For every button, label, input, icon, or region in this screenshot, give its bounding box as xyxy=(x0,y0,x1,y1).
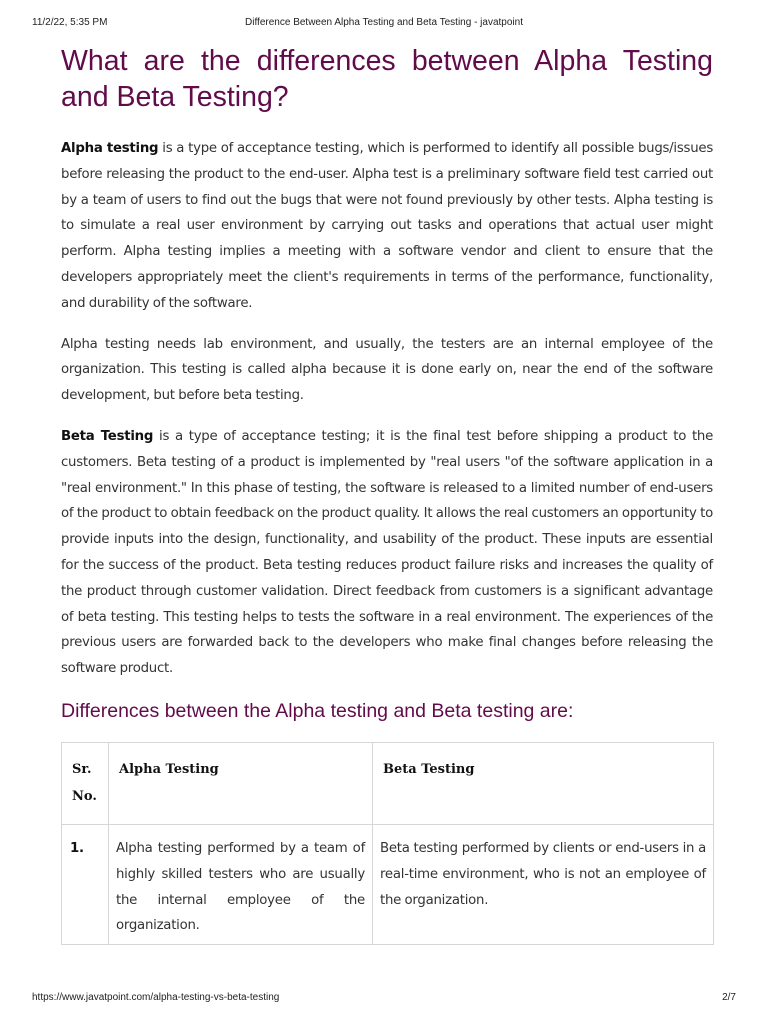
header-sr-no: Sr. No. xyxy=(62,742,109,824)
print-document-title: Difference Between Alpha Testing and Beta Testing - javatpoint xyxy=(245,17,523,28)
print-header xyxy=(32,17,736,33)
alpha-testing-term: Alpha testing xyxy=(61,141,159,156)
row-alpha-cell: Alpha testing performed by a team of highly skilled testers who are usually the internal employee of the organization. xyxy=(109,824,373,944)
alpha-testing-description: is a type of acceptance testing, which is performed to identify all possible bugs/issues before releasing the product to the end-user. Alpha test is a preliminary software field test carried out by a team of users to find out the bugs that were not found previously by other tests. Alpha testing is to simulate a real user environment by carrying out tasks and operations that actual user might perform. Alpha testing implies a meeting with a software vendor and client to ensure that the developers appropriately meet the client's requirements in terms of the performance, functionality, and durability of the software. xyxy=(61,141,714,311)
alpha-testing-paragraph xyxy=(61,136,713,317)
table-row xyxy=(62,824,714,944)
print-footer xyxy=(32,992,736,1008)
beta-testing-term: Beta Testing xyxy=(61,428,154,444)
row-sr-number: 1. xyxy=(62,824,109,944)
header-alpha-testing: Alpha Testing xyxy=(109,742,373,824)
print-datetime: 11/2/22, 5:35 PM xyxy=(32,17,108,28)
article-content xyxy=(61,40,713,945)
header-beta-testing: Beta Testing xyxy=(373,742,714,824)
page-url[interactable]: https://www.javatpoint.com/alpha-testing-vs-beta-testing xyxy=(32,992,280,1003)
beta-testing-paragraph xyxy=(61,424,713,682)
table-header-row xyxy=(62,742,714,824)
page-number: 2/7 xyxy=(722,992,736,1003)
beta-testing-description: is a type of acceptance testing; it is the final test before shipping a product to the customers. Beta testing of a product is implemented by "real users "of the software application in a "real environment." In this phase of testing, the software is released to a limited number of end-users of the product to obtain feedback on the product quality. It allows the real customers an opportunity to provide inputs into the design, functionality, and usability of the product. These inputs are essential for the success of the product. Beta testing reduces product failure risks and increases the quality of the product through customer validation. Direct feedback from customers is a significant advantage of beta testing. This testing helps to tests the software in a real environment. The experiences of the previous users are forwarded back to the developers who make final changes before releasing the software product. xyxy=(61,428,714,677)
alpha-environment-paragraph: Alpha testing needs lab environment, and usually, the testers are an internal employee of the organization. This testing is called alpha because it is done early on, near the end of the software development, but before beta testing. xyxy=(61,336,713,404)
page-title: What are the differences between Alpha Testing and Beta Testing? xyxy=(61,45,713,113)
section-heading: Differences between the Alpha testing and Beta testing are: xyxy=(61,699,574,722)
row-beta-cell: Beta testing performed by clients or end-users in a real-time environment, who is not an employee of the organization. xyxy=(373,824,714,944)
comparison-table xyxy=(61,742,714,945)
